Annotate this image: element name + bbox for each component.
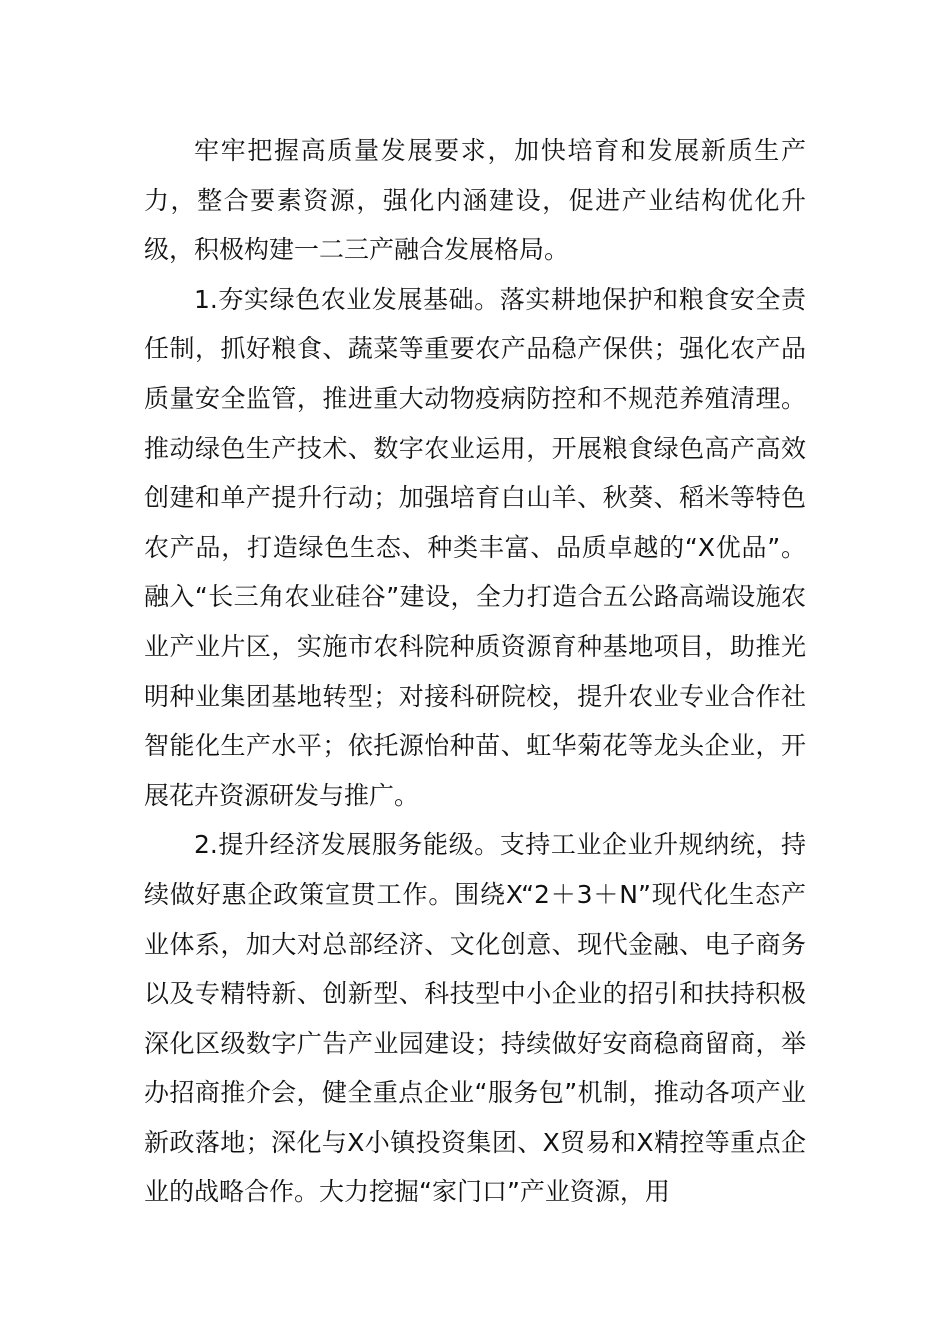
paragraph-intro: 牢牢把握高质量发展要求，加快培育和发展新质生产力，整合要素资源，强化内涵建设，促进产业结构优化升级，积极构建一二三产融合发展格局。 [144, 136, 806, 265]
document-body [144, 126, 806, 1217]
paragraph-green-agriculture: 1.夯实绿色农业发展基础。落实耕地保护和粮食安全责任制，抓好粮食、蔬菜等重要农产品稳产保供；强化农产品质量安全监管，推进重大动物疫病防控和不规范养殖清理。推动绿色生产技术、数字农业运用，开展粮食绿色高产高效创建和单产提升行动；加强培育白山羊、秋葵、稻米等特色农产品，打造绿色生态、种类丰富、品质卓越的“X优品”。融入“长三角农业硅谷”建设，全力打造合五公路高端设施农业产业片区，实施市农科院种质资源育种基地项目，助推光明种业集团基地转型；对接科研院校，提升农业专业合作社智能化生产水平；依托源怡种苗、虹华菊花等龙头企业，开展花卉资源研发与推广。 [144, 284, 806, 810]
paragraph-economic-services: 2.提升经济发展服务能级。支持工业企业升规纳统，持续做好惠企政策宣贯工作。围绕X“2＋3＋N”现代化生态产业体系，加大对总部经济、文化创意、现代金融、电子商务以及专精特新、创新型、科技型中小企业的招引和扶持积极深化区级数字广告产业园建设；持续做好安商稳商留商，举办招商推介会，健全重点企业“服务包”机制，推动各项产业新政落地；深化与X小镇投资集团、X贸易和X精控等重点企业的战略合作。大力挖掘“家门口”产业资源，用 [144, 830, 806, 1207]
